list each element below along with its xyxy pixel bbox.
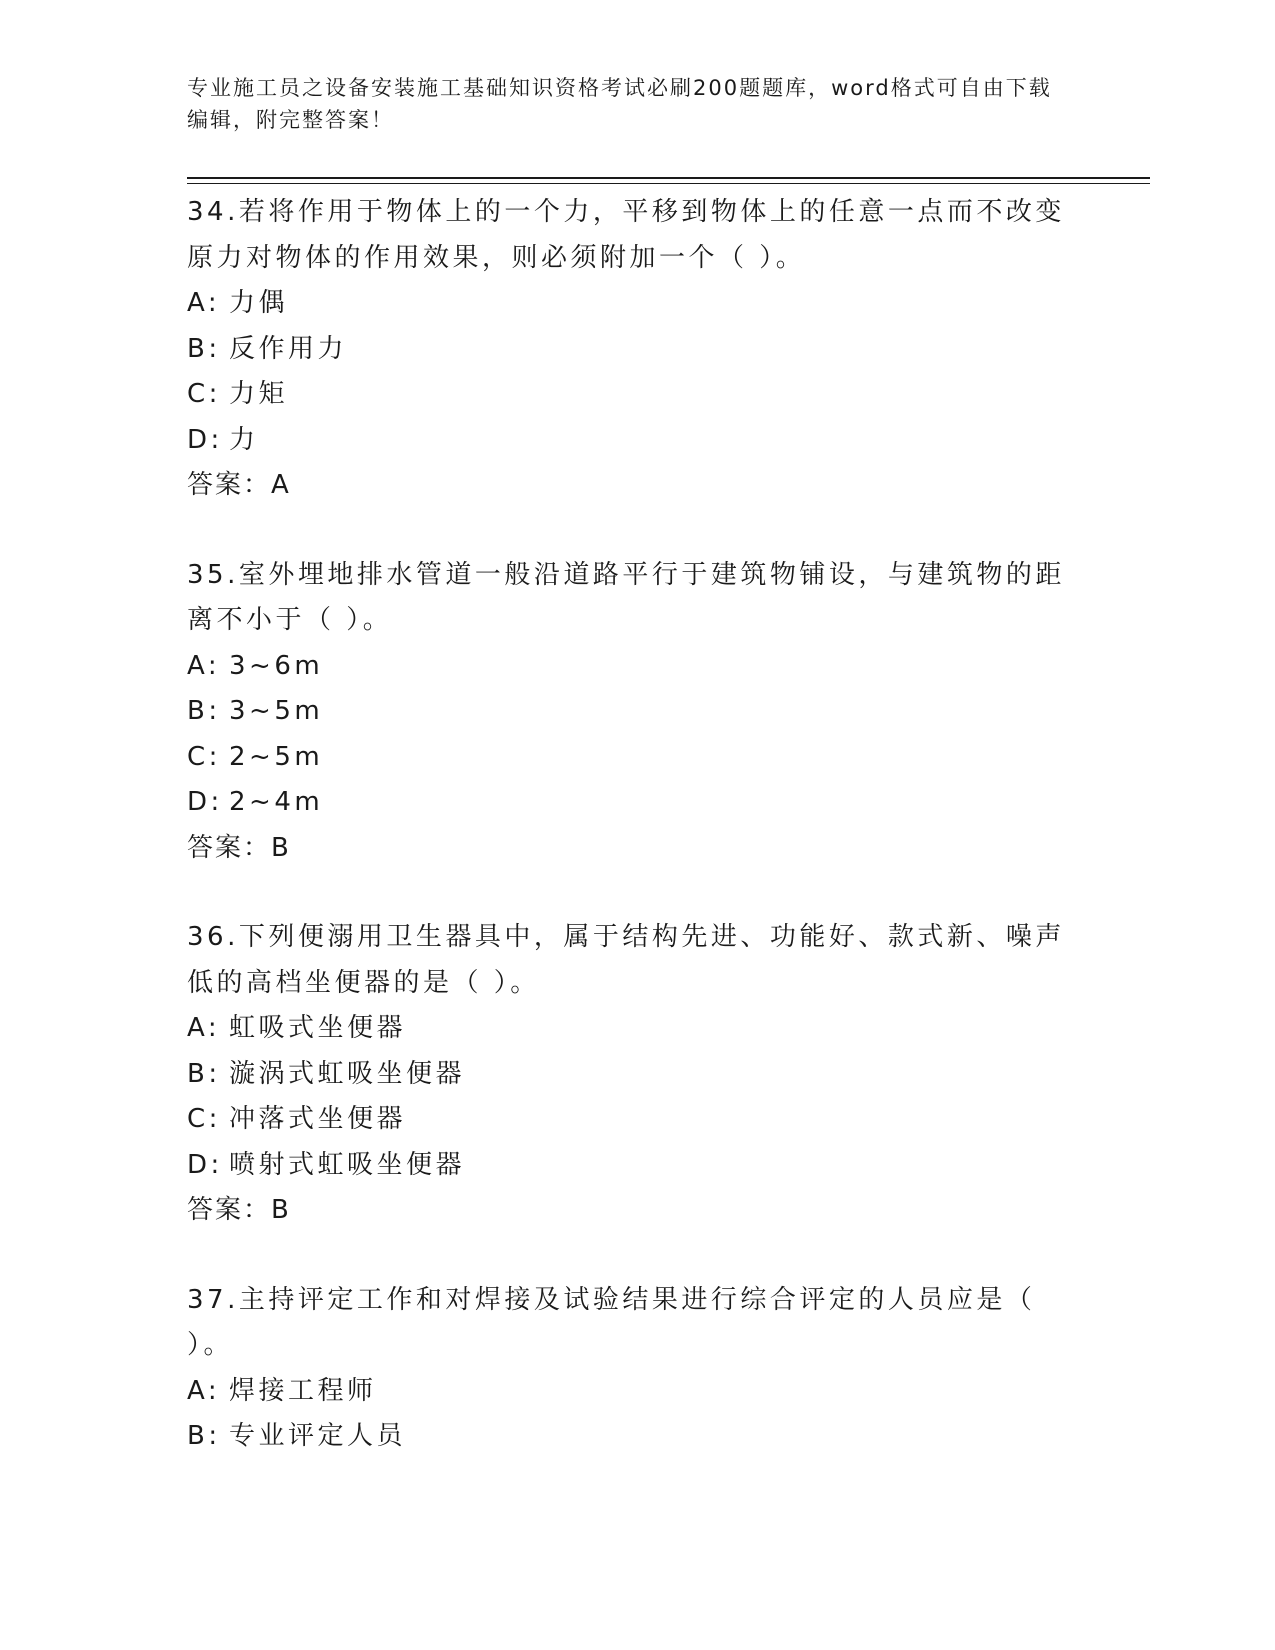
- option-key: B:: [187, 696, 221, 726]
- option-b: [187, 327, 1087, 373]
- option-text: 2~5m: [229, 741, 324, 772]
- answer-line: 答案：B: [187, 832, 291, 863]
- option-c: [187, 372, 1087, 418]
- question-stem: 36.下列便溺用卫生器具中，属于结构先进、功能好、款式新、噪声低的高档坐便器的是（ ）。: [187, 922, 1065, 998]
- question-34: [187, 190, 1087, 509]
- answer-line: 答案：A: [187, 470, 291, 500]
- option-key: B:: [187, 333, 221, 364]
- option-text: 力矩: [229, 379, 289, 409]
- option-key: A:: [187, 650, 221, 681]
- option-text: 3~6m: [229, 650, 324, 681]
- option-text: 力偶: [229, 288, 289, 318]
- option-text: 焊接工程师: [229, 1375, 377, 1406]
- option-key: C:: [187, 741, 221, 772]
- option-key: B:: [187, 1421, 221, 1451]
- option-b: [187, 1414, 1087, 1460]
- option-key: D:: [187, 787, 223, 817]
- option-key: C:: [187, 1104, 221, 1134]
- option-key: B:: [187, 1058, 221, 1089]
- option-d: [187, 418, 1087, 464]
- question-36: [187, 915, 1087, 1234]
- option-c: [187, 735, 1087, 781]
- option-text: 力: [229, 424, 259, 455]
- option-text: 虹吸式坐便器: [229, 1013, 407, 1043]
- option-a: [187, 281, 1087, 327]
- option-text: 3~5m: [229, 696, 324, 726]
- document-header: 专业施工员之设备安装施工基础知识资格考试必刷200题题库，word格式可自由下载编辑，附完整答案！: [187, 76, 1052, 132]
- option-key: A:: [187, 288, 221, 318]
- option-a: [187, 644, 1087, 690]
- answer-line: 答案：B: [187, 1195, 291, 1225]
- question-stem: 34.若将作用于物体上的一个力，平移到物体上的任意一点而不改变原力对物体的作用效果，则必须附加一个（ ）。: [187, 197, 1065, 273]
- header-divider-thin: [187, 183, 1150, 184]
- option-text: 冲落式坐便器: [229, 1104, 407, 1134]
- option-d: [187, 1143, 1087, 1189]
- question-list: [187, 190, 1087, 1504]
- option-text: 反作用力: [229, 333, 348, 364]
- question-35: [187, 553, 1087, 872]
- option-a: [187, 1369, 1087, 1415]
- option-c: [187, 1097, 1087, 1143]
- option-key: A:: [187, 1375, 221, 1406]
- option-a: [187, 1006, 1087, 1052]
- question-stem: 35.室外埋地排水管道一般沿道路平行于建筑物铺设，与建筑物的距离不小于（ ）。: [187, 559, 1065, 635]
- option-key: D:: [187, 424, 223, 455]
- question-stem: 37.主持评定工作和对焊接及试验结果进行综合评定的人员应是（ ）。: [187, 1284, 1036, 1360]
- option-key: C:: [187, 379, 221, 409]
- option-text: 喷射式虹吸坐便器: [229, 1149, 466, 1180]
- header-divider-thick: [187, 177, 1150, 179]
- option-d: [187, 780, 1087, 826]
- option-key: D:: [187, 1149, 223, 1180]
- question-37: [187, 1278, 1087, 1460]
- option-b: [187, 1052, 1087, 1098]
- option-key: A:: [187, 1013, 221, 1043]
- option-b: [187, 689, 1087, 735]
- option-text: 漩涡式虹吸坐便器: [229, 1058, 466, 1089]
- option-text: 专业评定人员: [229, 1421, 407, 1451]
- option-text: 2~4m: [229, 787, 324, 817]
